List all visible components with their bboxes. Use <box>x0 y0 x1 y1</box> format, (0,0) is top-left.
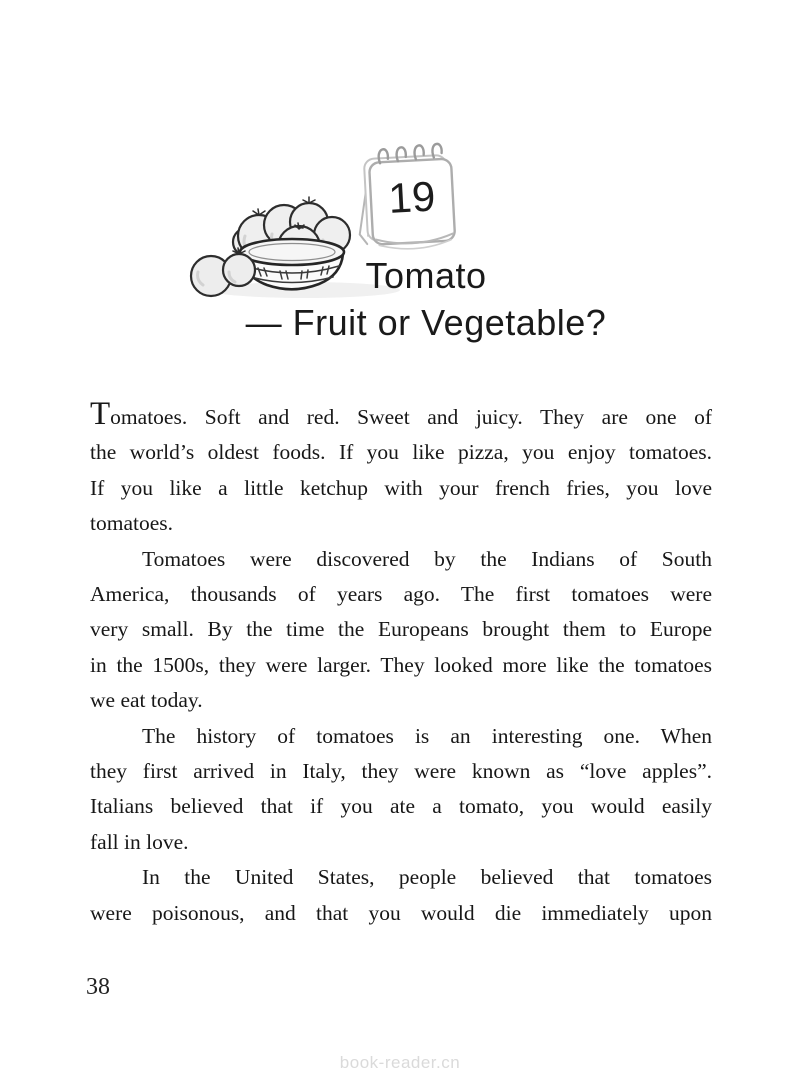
text-line: the world’s oldest foods. If you like pizza, you enjoy tomatoes. <box>90 440 712 465</box>
text-line: tomatoes. <box>90 511 173 536</box>
chapter-title-line2: — Fruit or Vegetable? <box>245 302 607 343</box>
text-line: they first arrived in Italy, they were known as “love apples”. <box>90 759 712 784</box>
watermark: book-reader.cn <box>339 1053 461 1072</box>
paragraph <box>90 396 712 542</box>
text-line: were poisonous, and that you would die immediately upon <box>90 900 712 925</box>
text-line: America, thousands of years ago. The first tomatoes were <box>90 582 712 607</box>
page-number: 38 <box>86 974 110 1000</box>
text-line: in the 1500s, they were larger. They looked more like the tomatoes <box>90 652 712 677</box>
text-line: The history of tomatoes is an interesting one. When <box>142 723 712 748</box>
paragraph <box>90 542 712 719</box>
calendar-day-number: 19 <box>387 172 437 222</box>
chapter-title <box>52 252 800 346</box>
text-line: fall in love. <box>90 829 189 854</box>
initial-capital: T <box>90 396 111 432</box>
text-line: If you like a little ketchup with your french fries, you love <box>90 475 712 500</box>
text-line: Tomatoes were discovered by the Indians of South <box>142 546 712 571</box>
text-line: In the United States, people believed that tomatoes <box>142 865 712 890</box>
paragraph <box>90 719 712 861</box>
chapter-title-line1: Tomato <box>365 255 487 296</box>
paragraph <box>90 860 712 931</box>
text-line: we eat today. <box>90 688 203 713</box>
text-line: Tomatoes. Soft and red. Sweet and juicy. They are one of <box>90 396 712 432</box>
calendar-icon <box>355 143 455 251</box>
body-text <box>90 396 712 931</box>
text-line: very small. By the time the Europeans brought them to Europe <box>90 617 712 642</box>
text-line: Italians believed that if you ate a tomato, you would easily <box>90 794 712 819</box>
